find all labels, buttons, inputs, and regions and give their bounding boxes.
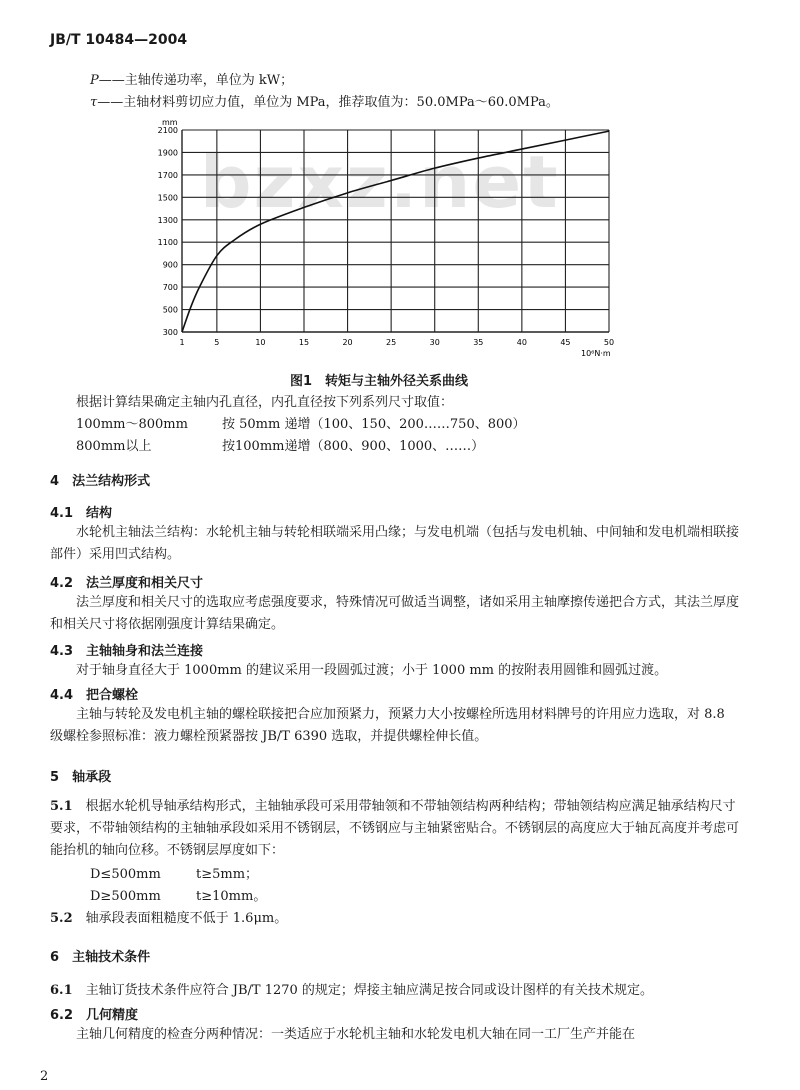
y-tick-label: 1700 xyxy=(157,170,178,180)
x-tick-label: 30 xyxy=(429,338,440,347)
y-tick-label: 1900 xyxy=(157,148,178,158)
x-tick-label: 35 xyxy=(473,338,484,347)
section-5-2: 5.2 轴承段表面粗糙度不低于 1.6μm。 xyxy=(50,911,288,926)
y-tick-label: 900 xyxy=(162,260,178,270)
x-tick-label: 10 xyxy=(255,338,266,347)
page-number: 2 xyxy=(40,1069,49,1084)
section-5-heading: 5 轴承段 xyxy=(50,770,112,785)
bore-rule-1: 按 50mm 递增（100、150、200……750、800） xyxy=(222,417,526,432)
y-tick-label: 1100 xyxy=(157,238,178,248)
section-6-2-body: 主轴几何精度的检查分两种情况：一类适应于水轮机主轴和水轮发电机大轴在同一工厂生产并能在 xyxy=(76,1027,636,1042)
x-tick-label: 15 xyxy=(298,338,310,347)
section-5-1-body: 5.1 根据水轮机导轴承结构形式，主轴轴承段可采用带轴领和不带轴领结构两种结构；带轴领结构应满足轴承结构尺寸要求，不带轴领结构的主轴轴承段如采用不锈钢层，不锈钢应与主轴紧密贴合。不锈钢层的高度应大于轴瓦高度并考虑可能抬机的轴向位移。不锈钢层厚度如下： xyxy=(50,799,740,858)
x-tick-label: 1 xyxy=(179,338,185,347)
section-4-4-body: 主轴与转轮及发电机主轴的螺栓联接把合应加预紧力，预紧力大小按螺栓所选用材料牌号的许用应力选取，对 8.8 级螺栓参照标准：液力螺栓预紧器按 JB/T 6390 选取，并提供螺栓伸长值。 xyxy=(50,707,725,744)
bore-range-2: 800mm以上 xyxy=(76,439,152,454)
y-tick-label: 700 xyxy=(162,283,178,293)
symbol-desc: ——主轴传递功率，单位为 kW； xyxy=(98,73,294,88)
section-5-1-num: 5.1 xyxy=(50,799,73,814)
section-4-heading: 4 法兰结构形式 xyxy=(50,474,151,489)
section-4-4-heading: 4.4 把合螺栓 xyxy=(50,688,139,703)
section-4-3-heading: 4.3 主轴轴身和法兰连接 xyxy=(50,644,204,659)
series-curve xyxy=(182,131,609,332)
section-4-3-body: 对于轴身直径大于 1000mm 的建议采用一段圆弧过渡；小于 1000 mm 的按附表用圆锥和圆弧过渡。 xyxy=(76,663,668,678)
section-6-heading: 6 主轴技术条件 xyxy=(50,950,151,965)
x-tick-label: 20 xyxy=(342,338,353,347)
section-4-1-heading: 4.1 结构 xyxy=(50,506,113,521)
x-tick-label: 25 xyxy=(386,338,397,347)
bore-intro: 根据计算结果确定主轴内孔直径，内孔直径按下列系列尺寸取值： xyxy=(76,395,454,410)
symbol: P xyxy=(90,73,99,88)
y-unit-label: mm xyxy=(162,118,178,127)
y-tick-label: 300 xyxy=(162,328,178,337)
torque-diameter-chart xyxy=(140,110,640,365)
symbol-def-p xyxy=(90,72,293,90)
bore-range-1: 100mm～800mm xyxy=(76,417,188,432)
thickness-cond-2: D≥500mm xyxy=(90,889,161,904)
bore-rule-2: 按100mm递增（800、900、1000、……） xyxy=(222,439,485,454)
watermark: bzxz.net xyxy=(200,140,560,224)
x-tick-label: 45 xyxy=(560,338,571,347)
thickness-val-2: t≥10mm。 xyxy=(196,889,267,904)
y-tick-label: 1300 xyxy=(157,215,178,225)
y-tick-label: 500 xyxy=(162,305,178,315)
section-6-1: 6.1 主轴订货技术条件应符合 JB/T 1270 的规定；焊接主轴应满足按合同或设计图样的有关技术规定。 xyxy=(50,983,653,998)
x-tick-label: 50 xyxy=(603,338,615,347)
section-4-2-body: 法兰厚度和相关尺寸的选取应考虑强度要求，特殊情况可做适当调整，诸如采用主轴摩擦传递把合方式，其法兰厚度和相关尺寸将依据刚强度计算结果确定。 xyxy=(50,595,740,632)
symbol: τ xyxy=(90,95,98,110)
y-tick-label: 1500 xyxy=(157,193,178,203)
standard-number: JB/T 10484—2004 xyxy=(50,32,188,48)
section-6-2-heading: 6.2 几何精度 xyxy=(50,1008,139,1023)
symbol-desc: ——主轴材料剪切应力值，单位为 MPa，推荐取值为：50.0MPa～60.0MPa。 xyxy=(97,95,559,110)
x-tick-label: 40 xyxy=(516,338,527,347)
x-unit-label: 10⁶N·m xyxy=(581,349,611,358)
section-4-1-body: 水轮机主轴法兰结构：水轮机主轴与转轮相联端采用凸缘；与发电机端（包括与发电机轴、中间轴和发电机端相联接部件）采用凹式结构。 xyxy=(50,525,740,562)
thickness-cond-1: D≤500mm xyxy=(90,867,161,882)
section-4-2-heading: 4.2 法兰厚度和相关尺寸 xyxy=(50,576,204,591)
y-tick-label: 2100 xyxy=(157,126,178,135)
x-tick-label: 5 xyxy=(214,338,220,347)
figure-caption: 图1 转矩与主轴外径关系曲线 xyxy=(290,374,469,389)
thickness-val-1: t≥5mm； xyxy=(196,867,259,882)
